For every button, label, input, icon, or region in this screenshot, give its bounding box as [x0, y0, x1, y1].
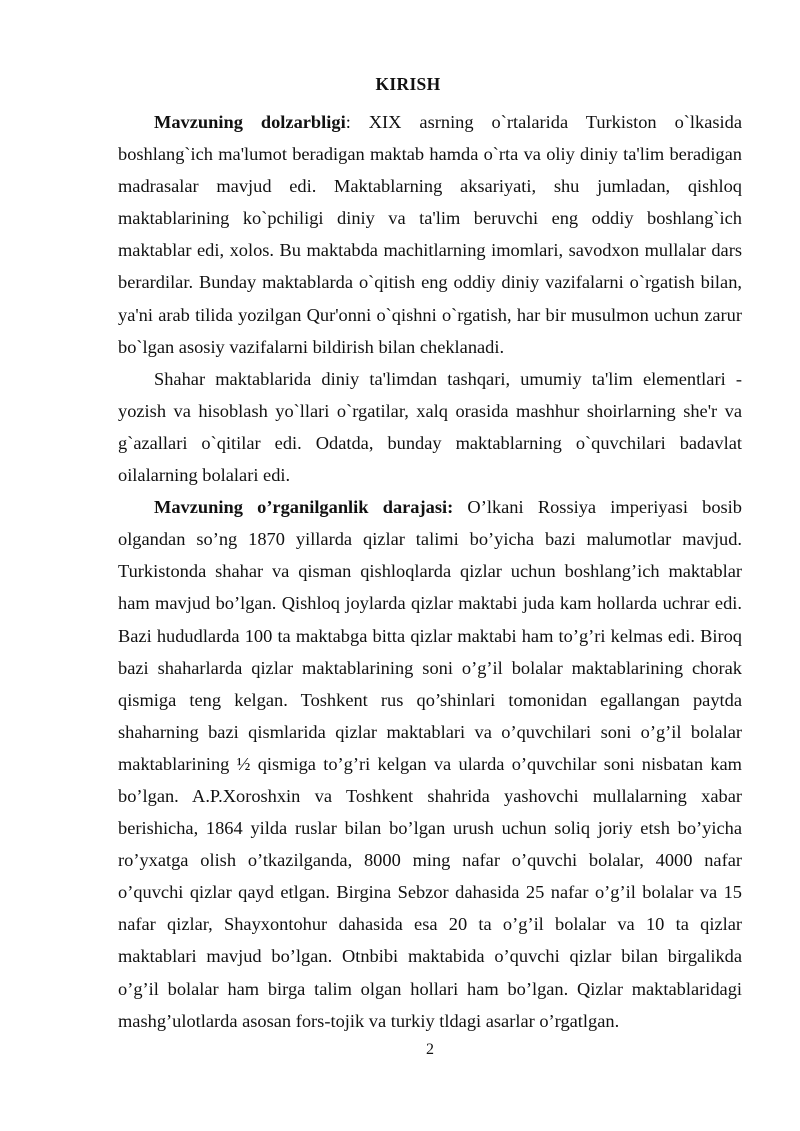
paragraph-text: Shahar maktablarida diniy ta'limdan tashqari, umumiy ta'lim elementlari - yozish va hisoblash yo`llari o`rgatilar, xalq orasida mashhur shoirlarning she'r va g`azallari o`qitilar edi. Odatda, bunday maktablarning o`quvchilari badavlat oilalarning bolalari edi. [118, 368, 742, 486]
paragraph-text: XIX asrning o`rtalarida Turkiston o`lkasida boshlang`ich ma'lumot beradigan maktab hamda o`rta va oliy diniy ta'lim beradigan madrasalar mavjud edi. Maktablarning aksariyati, shu jumladan, qishloq maktablarining ko`pchiligi diniy va ta'lim beruvchi eng oddiy boshlang`ich maktablar edi, xolos. Bu maktabda machitlarning imomlari, savodxon mullalar dars berardilar. Bunday maktablarda o`qitish eng oddiy diniy vazifalarni o`rgatish bilan, ya'ni arab tilida yozilgan Qur'onni o`qishni o`rgatish, har bir musulmon uchun zarur bo`lgan asosiy vazifalarni bildirish bilan cheklanadi. [118, 112, 743, 357]
body-text [118, 106, 742, 1037]
paragraph-relevance [118, 106, 742, 363]
paragraph-text: O’lkani Rossiya imperiyasi bosib olgandan so’ng 1870 yillarda qizlar talimi bo’yicha bazi malumotlar mavjud. Turkistonda shahar va qisman qishloqlarda qizlar uchun boshlang’ich maktablar ham mavjud bo’lgan. Qishloq joylarda qizlar maktabi juda kam hollarda uchrar edi. Bazi hududlarda 100 ta maktabga bitta qizlar maktabi ham to’g’ri kelmas edi. Biroq bazi shaharlarda qizlar maktablarining soni o’g’il bolalar maktablarining chorak qismiga teng kelgan. Toshkent rus qo’shinlari tomonidan egallangan paytda shaharning bazi qismlarida qizlar maktablari va o’quvchilari soni o’g’il bolalar maktablarining ½ qismiga to’g’ri kelgan va ularda o’quvchilar soni nisbatan kam bo’lgan. A.P.Xoroshxin va Toshkent shahrida yashovchi mullalarning xabar berishicha, 1864 yilda ruslar bilan bo’lgan urush uchun soliq joriy etsh bo’yicha ro’yxatga olish o’tkazilganda, 8000 ming nafar o’quvchi bolalar, 4000 nafar o’quvchi qizlar qayd etlgan. Birgina Sebzor dahasida 25 nafar o’g’il bolalar va 15 nafar qizlar, Shayxontohur dahasida esa 20 ta o’g’il bolalar va 10 ta qizlar maktablari mavjud bo’lgan. Otnbibi maktabida o’quvchi qizlar bilan birgalikda o’g’il bolalar ham birga talim olgan hollari ham bo’lgan. Qizlar maktablaridagi mashg’ulotlarda asosan fors-tojik va turkiy tldagi asarlar o’rgatlgan. [118, 497, 742, 1031]
paragraph-lead: Mavzuning o’rganilganlik darajasi: [154, 497, 454, 518]
paragraph-study-level [118, 491, 742, 1037]
page-number: 2 [426, 1041, 434, 1058]
paragraph-city-schools [118, 363, 742, 491]
page-title: KIRISH [375, 74, 441, 94]
paragraph-lead-suffix: : [345, 112, 351, 132]
paragraph-lead: Mavzuning dolzarbligi [154, 112, 346, 132]
